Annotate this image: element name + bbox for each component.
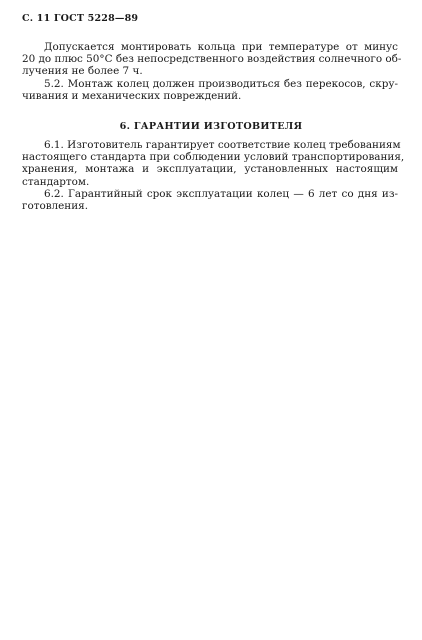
section-5-body bbox=[22, 41, 402, 102]
text-line: готовления. bbox=[22, 200, 89, 213]
paragraph-5-1-continuation bbox=[22, 41, 402, 78]
paragraph-5-2 bbox=[22, 78, 398, 102]
text-line: стандартом. bbox=[22, 175, 90, 188]
text-line: Допускается монтировать кольца при температуре от минус bbox=[44, 41, 398, 53]
page-header: С. 11 ГОСТ 5228—89 bbox=[22, 13, 139, 24]
section-6-body bbox=[22, 139, 405, 213]
text-line: хранения, монтажа и эксплуатации, установленных настоящим bbox=[22, 163, 398, 176]
paragraph-6-2 bbox=[22, 188, 398, 212]
text-line: лучения не более 7 ч. bbox=[22, 65, 143, 78]
text-line: 20 до плюс 50°С без непосредственного воздействия солнечного об- bbox=[22, 53, 402, 66]
text-line: настоящего стандарта при соблюдении условий транспортирования, bbox=[22, 151, 405, 164]
text-line: чивания и механических повреждений. bbox=[22, 89, 242, 102]
text-line: 5.2. Монтаж колец должен производиться без перекосов, скру- bbox=[44, 77, 398, 90]
text-line: 6.1. Изготовитель гарантирует соответствие колец требованиям bbox=[44, 139, 401, 151]
text-line: 6.2. Гарантийный срок эксплуатации колец — 6 лет со дня из- bbox=[44, 187, 398, 200]
paragraph-6-1 bbox=[22, 139, 405, 188]
section-6-title: 6. ГАРАНТИИ ИЗГОТОВИТЕЛЯ bbox=[119, 121, 303, 132]
